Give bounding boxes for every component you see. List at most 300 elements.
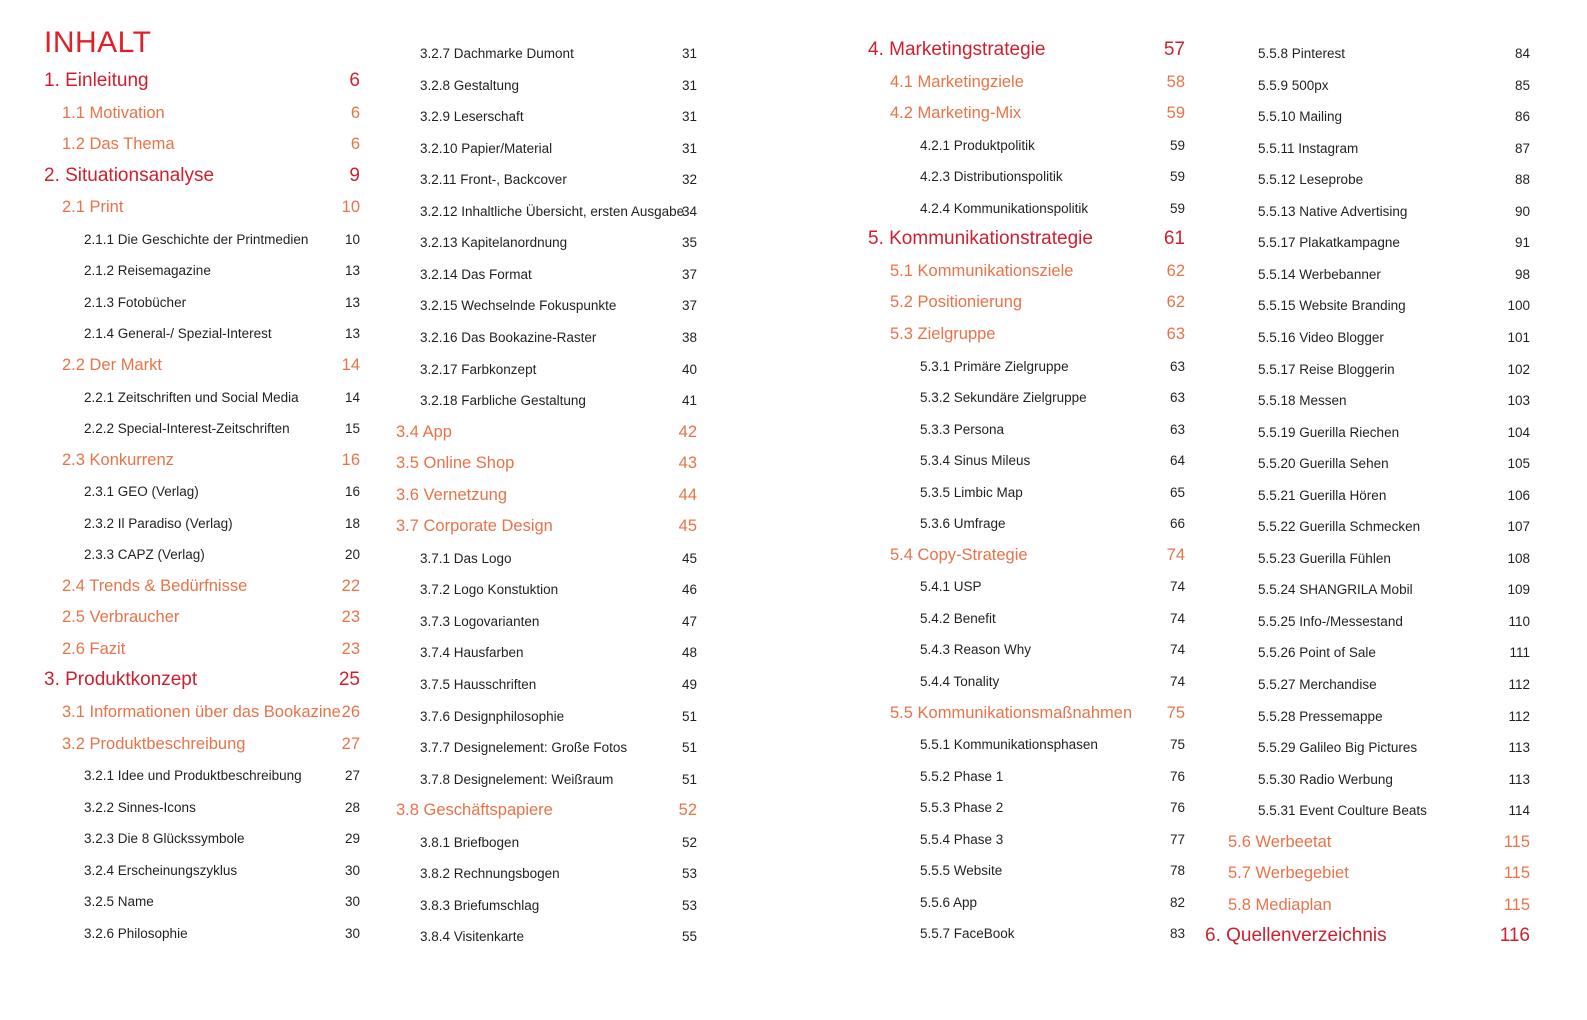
toc-entry-level-3[interactable]: [0, 516, 380, 538]
toc-entry-level-3[interactable]: [810, 390, 1205, 412]
toc-entry-label: 5.5.20 Guerilla Sehen: [1258, 456, 1389, 472]
toc-entry-label: 5.3.6 Umfrage: [920, 516, 1006, 532]
toc-entry-label: 4.2 Marketing-Mix: [890, 104, 1022, 123]
toc-entry-label: 3.2.5 Name: [84, 894, 154, 910]
toc-entry-page-number: 31: [681, 77, 697, 93]
toc-entry-label: 5.4.3 Reason Why: [920, 642, 1032, 658]
toc-entry-label: 5.5.16 Video Blogger: [1258, 329, 1384, 345]
toc-entry-page-number: 35: [681, 235, 697, 251]
toc-entry-level-2[interactable]: [810, 104, 1205, 126]
toc-entry-page-number: 104: [1507, 424, 1530, 440]
toc-entry-level-3[interactable]: [1155, 172, 1550, 194]
toc-entry-page-number: 53: [681, 866, 697, 882]
toc-entry-level-3[interactable]: [810, 642, 1205, 664]
toc-entry-label: 3.6 Vernetzung: [396, 485, 508, 504]
toc-entry-level-2[interactable]: [372, 517, 717, 539]
toc-entry-page-number: 74: [1169, 610, 1185, 626]
toc-entry-level-3[interactable]: [1155, 330, 1550, 352]
toc-entry-label: 2. Situationsanalyse: [44, 164, 215, 186]
toc-entry-label: 3.2.3 Die 8 Glückssymbole: [84, 831, 245, 847]
toc-entry-label: 3.2.2 Sinnes-Icons: [84, 799, 196, 815]
toc-entry-page-number: 13: [344, 294, 360, 310]
toc-entry-page-number: 13: [344, 263, 360, 279]
toc-entry-level-2[interactable]: [0, 451, 380, 473]
toc-entry-page-number: 91: [1514, 235, 1530, 251]
toc-entry-level-3[interactable]: [372, 362, 717, 384]
toc-entry-level-3[interactable]: [1155, 709, 1550, 731]
toc-entry-page-number: 115: [1503, 864, 1530, 883]
toc-entry-level-3[interactable]: [1155, 141, 1550, 163]
toc-entry-page-number: 13: [344, 326, 360, 342]
toc-entry-label: 3.2.1 Idee und Produktbeschreibung: [84, 768, 302, 784]
toc-entry-level-3[interactable]: [810, 926, 1205, 948]
toc-entry-level-2[interactable]: [0, 608, 380, 630]
toc-entry-label: 5.5.18 Messen: [1258, 393, 1347, 409]
toc-entry-level-3[interactable]: [1155, 740, 1550, 762]
toc-entry-page-number: 45: [681, 550, 697, 566]
toc-entry-level-2[interactable]: [372, 423, 717, 445]
toc-entry-page-number: 113: [1508, 740, 1530, 756]
toc-entry-page-number: 110: [1508, 613, 1530, 629]
toc-entry-page-number: 63: [1169, 358, 1185, 374]
toc-entry-label: 2.3 Konkurrenz: [62, 450, 174, 469]
toc-entry-label: 2.1.2 Reisemagazine: [84, 263, 211, 279]
toc-entry-page-number: 46: [681, 582, 697, 598]
toc-entry-page-number: 74: [1169, 674, 1185, 689]
toc-entry-page-number: 115: [1503, 895, 1530, 914]
toc-entry-level-3[interactable]: [1155, 109, 1550, 131]
toc-entry-level-1[interactable]: [0, 70, 380, 92]
toc-entry-level-3[interactable]: [810, 485, 1205, 507]
toc-entry-page-number: 75: [1166, 703, 1185, 722]
toc-entry-level-3[interactable]: [372, 582, 717, 604]
toc-entry-page-number: 9: [349, 164, 360, 186]
toc-entry-label: 3.8.1 Briefbogen: [420, 834, 520, 850]
toc-entry-level-3[interactable]: [810, 422, 1205, 444]
toc-entry-page-number: 109: [1507, 582, 1530, 598]
toc-entry-level-3[interactable]: [372, 740, 717, 762]
toc-entry-level-2[interactable]: [810, 293, 1205, 315]
toc-entry-page-number: 15: [344, 421, 360, 437]
toc-entry-label: 2.1.1 Die Geschichte der Printmedien: [84, 231, 309, 247]
toc-entry-label: 3.8 Geschäftspapiere: [396, 801, 553, 820]
toc-entry-page-number: 30: [344, 925, 360, 941]
toc-entry-level-3[interactable]: [372, 614, 717, 636]
toc-entry-level-3[interactable]: [810, 516, 1205, 538]
toc-entry-label: 5.5.26 Point of Sale: [1258, 645, 1376, 661]
toc-entry-label: 5.5.27 Merchandise: [1258, 677, 1377, 692]
toc-entry-level-2[interactable]: [1155, 864, 1550, 886]
toc-entry-level-3[interactable]: [1155, 235, 1550, 257]
toc-entry-label: 5.3.5 Limbic Map: [920, 484, 1023, 500]
toc-entry-page-number: 113: [1508, 771, 1530, 787]
toc-entry-page-number: 6: [350, 135, 360, 154]
toc-entry-page-number: 74: [1169, 579, 1185, 595]
toc-entry-label: 5.5.23 Guerilla Fühlen: [1258, 550, 1391, 566]
toc-entry-page-number: 101: [1507, 329, 1530, 345]
toc-entry-label: 2.1.4 General-/ Spezial-Interest: [84, 326, 272, 342]
toc-entry-level-3[interactable]: [372, 645, 717, 667]
toc-entry-label: 5.5.17 Reise Bloggerin: [1258, 361, 1395, 377]
toc-entry-page-number: 107: [1507, 519, 1530, 535]
toc-entry-level-2[interactable]: [372, 486, 717, 508]
toc-entry-label: 3. Produktkonzept: [44, 669, 198, 691]
toc-entry-level-3[interactable]: [1155, 362, 1550, 384]
toc-entry-label: 1.2 Das Thema: [62, 135, 175, 154]
toc-entry-label: 3.2.10 Papier/Material: [420, 140, 553, 156]
toc-entry-level-3[interactable]: [810, 769, 1205, 791]
toc-entry-page-number: 63: [1169, 421, 1185, 437]
toc-entry-page-number: 31: [681, 46, 697, 61]
toc-entry-label: 3.2.8 Gestaltung: [420, 77, 520, 93]
toc-entry-label: 5.3.4 Sinus Mileus: [920, 453, 1031, 469]
toc-entry-level-3[interactable]: [372, 929, 717, 951]
toc-entry-level-3[interactable]: [372, 78, 717, 100]
toc-entry-level-2[interactable]: [1155, 833, 1550, 855]
toc-entry-label: 3.2.13 Kapitelanordnung: [420, 235, 568, 251]
toc-entry-label: 5.5.7 FaceBook: [920, 926, 1015, 942]
toc-entry-level-3[interactable]: [810, 359, 1205, 381]
toc-entry-level-3[interactable]: [810, 611, 1205, 633]
toc-entry-level-2[interactable]: [0, 703, 380, 725]
toc-entry-page-number: 53: [681, 897, 697, 913]
toc-entry-level-3[interactable]: [810, 579, 1205, 601]
toc-entry-label: 5.5.25 Info-/Messestand: [1258, 613, 1403, 629]
toc-entry-level-3[interactable]: [1155, 677, 1550, 699]
toc-entry-page-number: 62: [1166, 261, 1185, 280]
toc-entry-page-number: 40: [681, 361, 697, 377]
toc-entry-level-3[interactable]: [810, 800, 1205, 822]
toc-entry-page-number: 30: [344, 894, 360, 910]
toc-entry-page-number: 74: [1169, 642, 1185, 658]
toc-entry-page-number: 27: [344, 768, 360, 784]
toc-entry-level-3[interactable]: [0, 831, 380, 853]
toc-entry-page-number: 26: [341, 703, 360, 721]
toc-entry-page-number: 31: [681, 140, 697, 156]
toc-entry-label: 5.5.4 Phase 3: [920, 831, 1004, 847]
toc-entry-level-2[interactable]: [810, 325, 1205, 347]
toc-entry-page-number: 34: [681, 203, 697, 219]
toc-entry-label: 3.2.15 Wechselnde Fokuspunkte: [420, 298, 617, 314]
toc-entry-label: 3.7.8 Designelement: Weißraum: [420, 771, 614, 787]
toc-entry-page-number: 108: [1507, 550, 1530, 566]
toc-entry-level-3[interactable]: [810, 863, 1205, 885]
toc-entry-label: 5.4.4 Tonality: [920, 674, 1000, 689]
toc-entry-label: 5. Kommunikationstrategie: [868, 228, 1093, 250]
toc-entry-label: 2.6 Fazit: [62, 639, 126, 658]
toc-entry-page-number: 106: [1507, 487, 1530, 503]
toc-entry-label: 3.2.11 Front-, Backcover: [420, 172, 567, 188]
toc-entry-level-3[interactable]: [1155, 582, 1550, 604]
toc-entry-label: 5.5.5 Website: [920, 863, 1003, 879]
toc-entry-level-3[interactable]: [1155, 46, 1550, 68]
toc-entry-label: 3.7.3 Logovarianten: [420, 613, 540, 629]
toc-entry-page-number: 112: [1508, 708, 1530, 724]
toc-entry-page-number: 76: [1169, 768, 1185, 784]
toc-entry-level-3[interactable]: [0, 894, 380, 916]
toc-entry-page-number: 37: [681, 266, 697, 282]
toc-entry-level-2[interactable]: [0, 577, 380, 599]
toc-entry-level-3[interactable]: [372, 204, 717, 226]
toc-entry-page-number: 102: [1507, 361, 1530, 377]
toc-entry-level-3[interactable]: [0, 232, 380, 254]
toc-entry-level-3[interactable]: [0, 421, 380, 443]
toc-entry-label: 3.8.2 Rechnungsbogen: [420, 866, 560, 882]
toc-entry-label: 3.7.5 Hausschriften: [420, 677, 537, 692]
toc-entry-page-number: 88: [1514, 172, 1530, 188]
toc-entry-label: 5.5.15 Website Branding: [1258, 298, 1406, 314]
toc-entry-label: 3.8.4 Visitenkarte: [420, 929, 525, 945]
toc-entry-level-3[interactable]: [1155, 519, 1550, 541]
toc-entry-page-number: 62: [1166, 293, 1185, 312]
toc-entry-label: 5.5.9 500px: [1258, 77, 1329, 93]
toc-entry-label: 2.3.2 Il Paradiso (Verlag): [84, 515, 233, 531]
toc-entry-label: 3.7.1 Das Logo: [420, 550, 512, 566]
toc-entry-label: 2.4 Trends & Bedürfnisse: [62, 576, 248, 595]
toc-entry-page-number: 84: [1514, 46, 1530, 61]
toc-entry-page-number: 77: [1169, 831, 1185, 847]
toc-entry-label: 5.5.29 Galileo Big Pictures: [1258, 740, 1418, 756]
toc-entry-level-3[interactable]: [1155, 78, 1550, 100]
toc-entry-label: 5.5.11 Instagram: [1258, 140, 1359, 156]
toc-entry-page-number: 25: [338, 669, 360, 691]
toc-entry-level-3[interactable]: [372, 551, 717, 573]
toc-entry-page-number: 51: [681, 740, 697, 756]
toc-entry-page-number: 32: [681, 172, 697, 188]
toc-entry-label: 3.7 Corporate Design: [396, 517, 553, 536]
toc-entry-page-number: 47: [681, 613, 697, 629]
toc-entry-page-number: 111: [1509, 645, 1530, 661]
toc-entry-level-3[interactable]: [372, 677, 717, 699]
toc-entry-label: 1. Einleitung: [44, 70, 149, 91]
page-title: INHALT: [44, 26, 152, 59]
toc-entry-level-2[interactable]: [0, 135, 380, 157]
toc-entry-level-3[interactable]: [1155, 772, 1550, 794]
toc-entry-label: 4.2.3 Distributionspolitik: [920, 169, 1063, 185]
toc-entry-level-3[interactable]: [0, 926, 380, 948]
toc-entry-label: 5.5.8 Pinterest: [1258, 46, 1346, 61]
toc-entry-level-3[interactable]: [1155, 645, 1550, 667]
toc-entry-label: 5.5.2 Phase 1: [920, 768, 1004, 784]
toc-entry-level-3[interactable]: [1155, 456, 1550, 478]
toc-entry-level-3[interactable]: [372, 772, 717, 794]
toc-entry-label: 3.8.3 Briefumschlag: [420, 897, 540, 913]
toc-entry-label: 5.5.31 Event Coulture Beats: [1258, 803, 1427, 819]
toc-entry-level-3[interactable]: [372, 330, 717, 352]
toc-entry-page-number: 59: [1169, 200, 1185, 216]
toc-entry-page-number: 103: [1507, 393, 1530, 409]
toc-entry-page-number: 45: [678, 517, 697, 536]
toc-entry-page-number: 30: [344, 862, 360, 878]
toc-entry-level-3[interactable]: [0, 326, 380, 348]
toc-entry-label: 2.1 Print: [62, 198, 124, 217]
toc-entry-label: 5.4 Copy-Strategie: [890, 545, 1028, 564]
toc-entry-label: 5.5.1 Kommunikationsphasen: [920, 737, 1098, 753]
toc-entry-level-3[interactable]: [0, 800, 380, 822]
toc-entry-label: 5.5.24 SHANGRILA Mobil: [1258, 582, 1413, 598]
toc-entry-level-3[interactable]: [372, 46, 717, 68]
toc-entry-level-3[interactable]: [372, 835, 717, 857]
toc-entry-label: 4.2.4 Kommunikationspolitik: [920, 200, 1089, 216]
toc-entry-page-number: 23: [341, 608, 360, 627]
toc-entry-level-3[interactable]: [372, 172, 717, 194]
toc-entry-page-number: 22: [341, 576, 360, 595]
toc-entry-label: 3.2.17 Farbkonzept: [420, 361, 537, 377]
toc-entry-level-3[interactable]: [1155, 393, 1550, 415]
toc-entry-page-number: 16: [344, 484, 360, 500]
toc-entry-page-number: 55: [681, 929, 697, 945]
toc-entry-label: 5.7 Werbegebiet: [1228, 864, 1349, 883]
toc-entry-level-1[interactable]: [810, 228, 1205, 250]
toc-entry-label: 5.2 Positionierung: [890, 293, 1023, 312]
toc-entry-level-2[interactable]: [0, 198, 380, 220]
toc-entry-level-2[interactable]: [0, 356, 380, 378]
toc-entry-page-number: 100: [1507, 298, 1530, 314]
toc-entry-label: 3.7.4 Hausfarben: [420, 645, 524, 661]
toc-entry-page-number: 6: [350, 103, 360, 122]
toc-entry-label: 5.6 Werbeetat: [1228, 832, 1332, 851]
toc-entry-level-2[interactable]: [810, 73, 1205, 95]
toc-entry-level-3[interactable]: [810, 674, 1205, 696]
toc-entry-label: 4. Marketingstrategie: [868, 39, 1046, 60]
toc-entry-level-3[interactable]: [372, 267, 717, 289]
toc-entry-page-number: 38: [681, 329, 697, 345]
toc-entry-page-number: 48: [681, 645, 697, 661]
toc-entry-level-2[interactable]: [372, 801, 717, 823]
toc-entry-page-number: 112: [1508, 677, 1530, 692]
toc-entry-level-1[interactable]: [1155, 925, 1550, 947]
toc-entry-level-3[interactable]: [372, 898, 717, 920]
toc-entry-page-number: 115: [1503, 832, 1530, 851]
toc-entry-label: 5.4.1 USP: [920, 579, 982, 595]
toc-entry-label: 5.5.3 Phase 2: [920, 800, 1004, 816]
toc-entry-level-3[interactable]: [1155, 551, 1550, 573]
toc-entry-label: 3.4 App: [396, 422, 452, 441]
toc-entry-page-number: 28: [344, 799, 360, 815]
toc-entry-label: 3.2.6 Philosophie: [84, 925, 188, 941]
toc-entry-page-number: 37: [681, 298, 697, 314]
toc-entry-level-3[interactable]: [0, 863, 380, 885]
toc-entry-page-number: 59: [1166, 104, 1185, 123]
toc-entry-label: 3.7.6 Designphilosophie: [420, 708, 565, 724]
toc-entry-label: 5.4.2 Benefit: [920, 610, 996, 626]
toc-entry-page-number: 114: [1508, 803, 1530, 819]
toc-entry-page-number: 49: [681, 677, 697, 692]
toc-entry-label: 5.3 Zielgruppe: [890, 324, 996, 343]
toc-entry-page-number: 82: [1169, 894, 1185, 910]
toc-entry-page-number: 76: [1169, 800, 1185, 816]
toc-entry-level-3[interactable]: [372, 709, 717, 731]
toc-entry-page-number: 52: [681, 834, 697, 850]
toc-entry-label: 3.2.12 Inhaltliche Übersicht, ersten Ausgabe: [420, 203, 685, 219]
toc-entry-level-2[interactable]: [372, 454, 717, 476]
toc-entry-level-2[interactable]: [810, 262, 1205, 284]
toc-entry-page-number: 14: [341, 355, 360, 374]
toc-entry-label: 5.5.28 Pressemappe: [1258, 708, 1383, 724]
toc-entry-page-number: 10: [344, 231, 360, 247]
toc-entry-label: 5.3.2 Sekundäre Zielgruppe: [920, 390, 1087, 406]
toc-entry-level-3[interactable]: [1155, 803, 1550, 825]
toc-entry-label: 5.8 Mediaplan: [1228, 895, 1332, 914]
toc-entry-page-number: 57: [1163, 39, 1185, 60]
toc-entry-label: 2.3.3 CAPZ (Verlag): [84, 547, 205, 563]
toc-entry-level-2[interactable]: [0, 104, 380, 126]
toc-entry-level-1[interactable]: [810, 39, 1205, 61]
toc-entry-level-3[interactable]: [1155, 204, 1550, 226]
toc-entry-level-3[interactable]: [810, 895, 1205, 917]
toc-entry-page-number: 66: [1169, 516, 1185, 532]
toc-entry-level-3[interactable]: [372, 298, 717, 320]
toc-entry-page-number: 83: [1169, 926, 1185, 942]
toc-entry-level-2[interactable]: [0, 735, 380, 757]
toc-entry-level-3[interactable]: [1155, 425, 1550, 447]
toc-entry-level-3[interactable]: [372, 393, 717, 415]
toc-entry-level-3[interactable]: [0, 263, 380, 285]
toc-entry-label: 5.5.12 Leseprobe: [1258, 172, 1364, 188]
toc-entry-label: 2.2.2 Special-Interest-Zeitschriften: [84, 421, 290, 437]
toc-entry-level-3[interactable]: [810, 453, 1205, 475]
toc-entry-label: 3.7.7 Designelement: Große Fotos: [420, 740, 628, 756]
toc-entry-label: 3.7.2 Logo Konstuktion: [420, 582, 559, 598]
toc-entry-level-3[interactable]: [810, 169, 1205, 191]
toc-entry-level-3[interactable]: [810, 138, 1205, 160]
toc-entry-level-2[interactable]: [810, 546, 1205, 568]
toc-entry-level-3[interactable]: [0, 295, 380, 317]
toc-entry-level-3[interactable]: [810, 201, 1205, 223]
toc-entry-label: 5.3.1 Primäre Zielgruppe: [920, 358, 1069, 374]
toc-entry-level-1[interactable]: [0, 165, 380, 187]
toc-entry-label: 6. Quellenverzeichnis: [1205, 925, 1387, 947]
toc-entry-level-3[interactable]: [1155, 614, 1550, 636]
toc-entry-label: 2.2 Der Markt: [62, 355, 162, 374]
toc-entry-label: 5.5.21 Guerilla Hören: [1258, 487, 1387, 503]
toc-entry-label: 2.3.1 GEO (Verlag): [84, 484, 199, 500]
toc-entry-label: 5.5.22 Guerilla Schmecken: [1258, 519, 1421, 535]
toc-entry-page-number: 14: [344, 389, 360, 405]
toc-entry-page-number: 87: [1514, 140, 1530, 156]
toc-entry-page-number: 63: [1166, 324, 1185, 343]
toc-entry-page-number: 52: [678, 801, 697, 820]
toc-entry-level-3[interactable]: [0, 390, 380, 412]
toc-entry-level-3[interactable]: [372, 866, 717, 888]
toc-entry-level-3[interactable]: [372, 235, 717, 257]
toc-entry-level-3[interactable]: [372, 141, 717, 163]
toc-entry-page-number: 64: [1169, 453, 1185, 469]
toc-entry-label: 4.1 Marketingziele: [890, 72, 1024, 91]
toc-entry-level-3[interactable]: [1155, 298, 1550, 320]
toc-entry-page-number: 18: [344, 515, 360, 531]
toc-entry-level-3[interactable]: [0, 768, 380, 790]
toc-entry-page-number: 10: [341, 198, 360, 217]
toc-entry-label: 3.2.9 Leserschaft: [420, 109, 524, 125]
toc-entry-level-3[interactable]: [810, 737, 1205, 759]
toc-entry-level-2[interactable]: [810, 704, 1205, 726]
toc-entry-label: 5.5.10 Mailing: [1258, 109, 1343, 125]
toc-entry-level-2[interactable]: [1155, 896, 1550, 918]
toc-entry-level-2[interactable]: [0, 640, 380, 662]
toc-entry-level-3[interactable]: [0, 484, 380, 506]
toc-entry-level-3[interactable]: [1155, 488, 1550, 510]
toc-entry-level-3[interactable]: [372, 109, 717, 131]
toc-entry-label: 3.5 Online Shop: [396, 454, 515, 473]
toc-entry-label: 5.5.13 Native Advertising: [1258, 203, 1408, 219]
toc-entry-level-1[interactable]: [0, 669, 380, 691]
toc-entry-page-number: 65: [1169, 484, 1185, 500]
toc-entry-level-3[interactable]: [810, 832, 1205, 854]
toc-entry-page-number: 41: [681, 393, 697, 409]
toc-entry-level-3[interactable]: [0, 547, 380, 569]
toc-entry-level-3[interactable]: [1155, 267, 1550, 289]
